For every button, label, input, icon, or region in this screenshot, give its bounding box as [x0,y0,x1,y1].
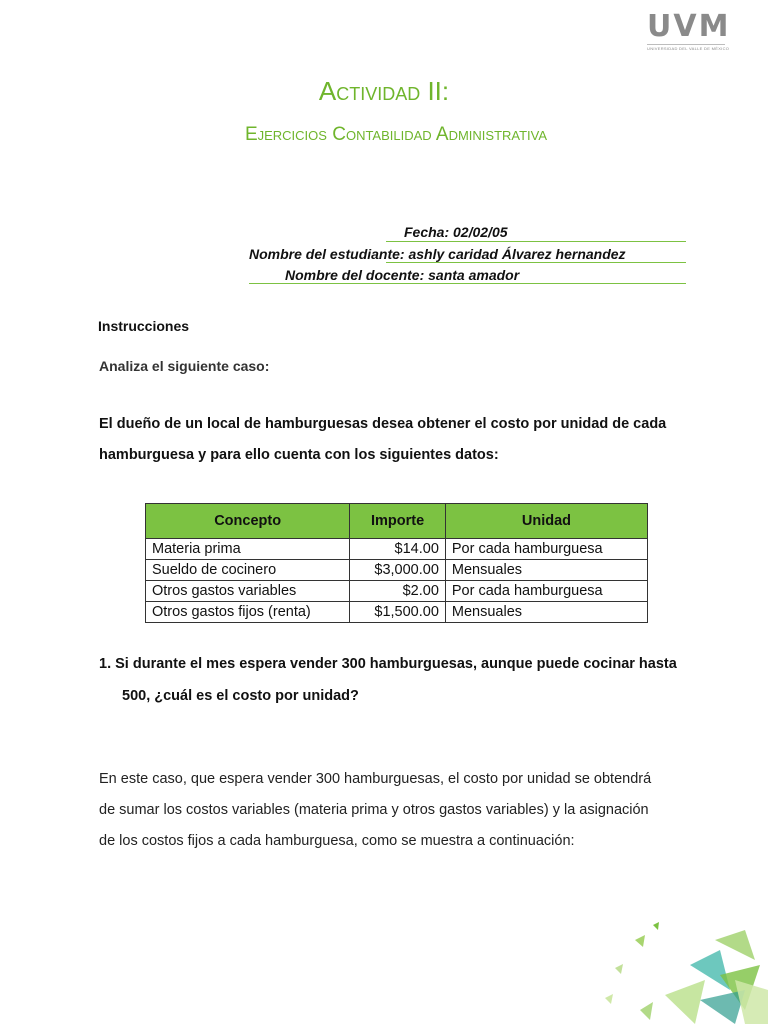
cell-concepto: Otros gastos variables [146,581,350,602]
intro-line-2: hamburguesa y para ello cuenta con los siguientes datos: [99,447,499,463]
cell-unidad: Mensuales [445,602,647,623]
table-header-row [146,504,648,539]
cell-importe: $2.00 [350,581,446,602]
teacher-underline [249,283,686,284]
table-row [146,602,648,623]
data-table [145,503,648,623]
cell-importe: $14.00 [350,539,446,560]
intro-line-1: El dueño de un local de hamburguesas desea obtener el costo por unidad de cada [99,416,667,432]
fecha-field: Fecha: 02/02/05 [404,224,508,240]
question-line-2: 500, ¿cuál es el costo por unidad? [122,688,359,704]
logo-subtitle: UNIVERSIDAD DEL VALLE DE MÉXICO [647,46,730,51]
cell-importe: $1,500.00 [350,602,446,623]
student-name-field: Nombre del estudiante: ashly caridad Álvarez hernandez [249,246,626,262]
answer-line-3: de los costos fijos a cada hamburguesa, como se muestra a continuación: [99,833,575,849]
cell-concepto: Materia prima [146,539,350,560]
logo-text: UVM [647,9,731,44]
decorative-polygons-icon [595,920,768,1024]
logo-divider [647,44,725,45]
header-unidad: Unidad [445,504,647,539]
fecha-underline [386,241,686,242]
cell-unidad: Por cada hamburguesa [445,539,647,560]
instructions-heading: Instrucciones [98,318,190,334]
answer-line-2: de sumar los costos variables (materia prima y otros gastos variables) y la asignación [99,802,649,818]
cell-unidad: Por cada hamburguesa [445,581,647,602]
table-row [146,581,648,602]
cell-importe: $3,000.00 [350,560,446,581]
cell-unidad: Mensuales [445,560,647,581]
table-row [146,539,648,560]
page-title: Actividad II: [318,76,450,106]
cell-concepto: Otros gastos fijos (renta) [146,602,350,623]
header-concepto: Concepto [146,504,350,539]
cell-concepto: Sueldo de cocinero [146,560,350,581]
analyze-label: Analiza el siguiente caso: [99,358,270,374]
table-row [146,560,648,581]
answer-line-1: En este caso, que espera vender 300 hamburguesas, el costo por unidad se obtendrá [99,771,652,787]
uvm-logo [647,9,731,51]
question-line-1: 1. Si durante el mes espera vender 300 hamburguesas, aunque puede cocinar hasta [99,656,677,672]
teacher-name-field: Nombre del docente: santa amador [285,267,520,283]
header-importe: Importe [350,504,446,539]
student-underline [386,262,686,263]
page-subtitle: Ejercicios Contabilidad Administrativa [244,124,548,145]
